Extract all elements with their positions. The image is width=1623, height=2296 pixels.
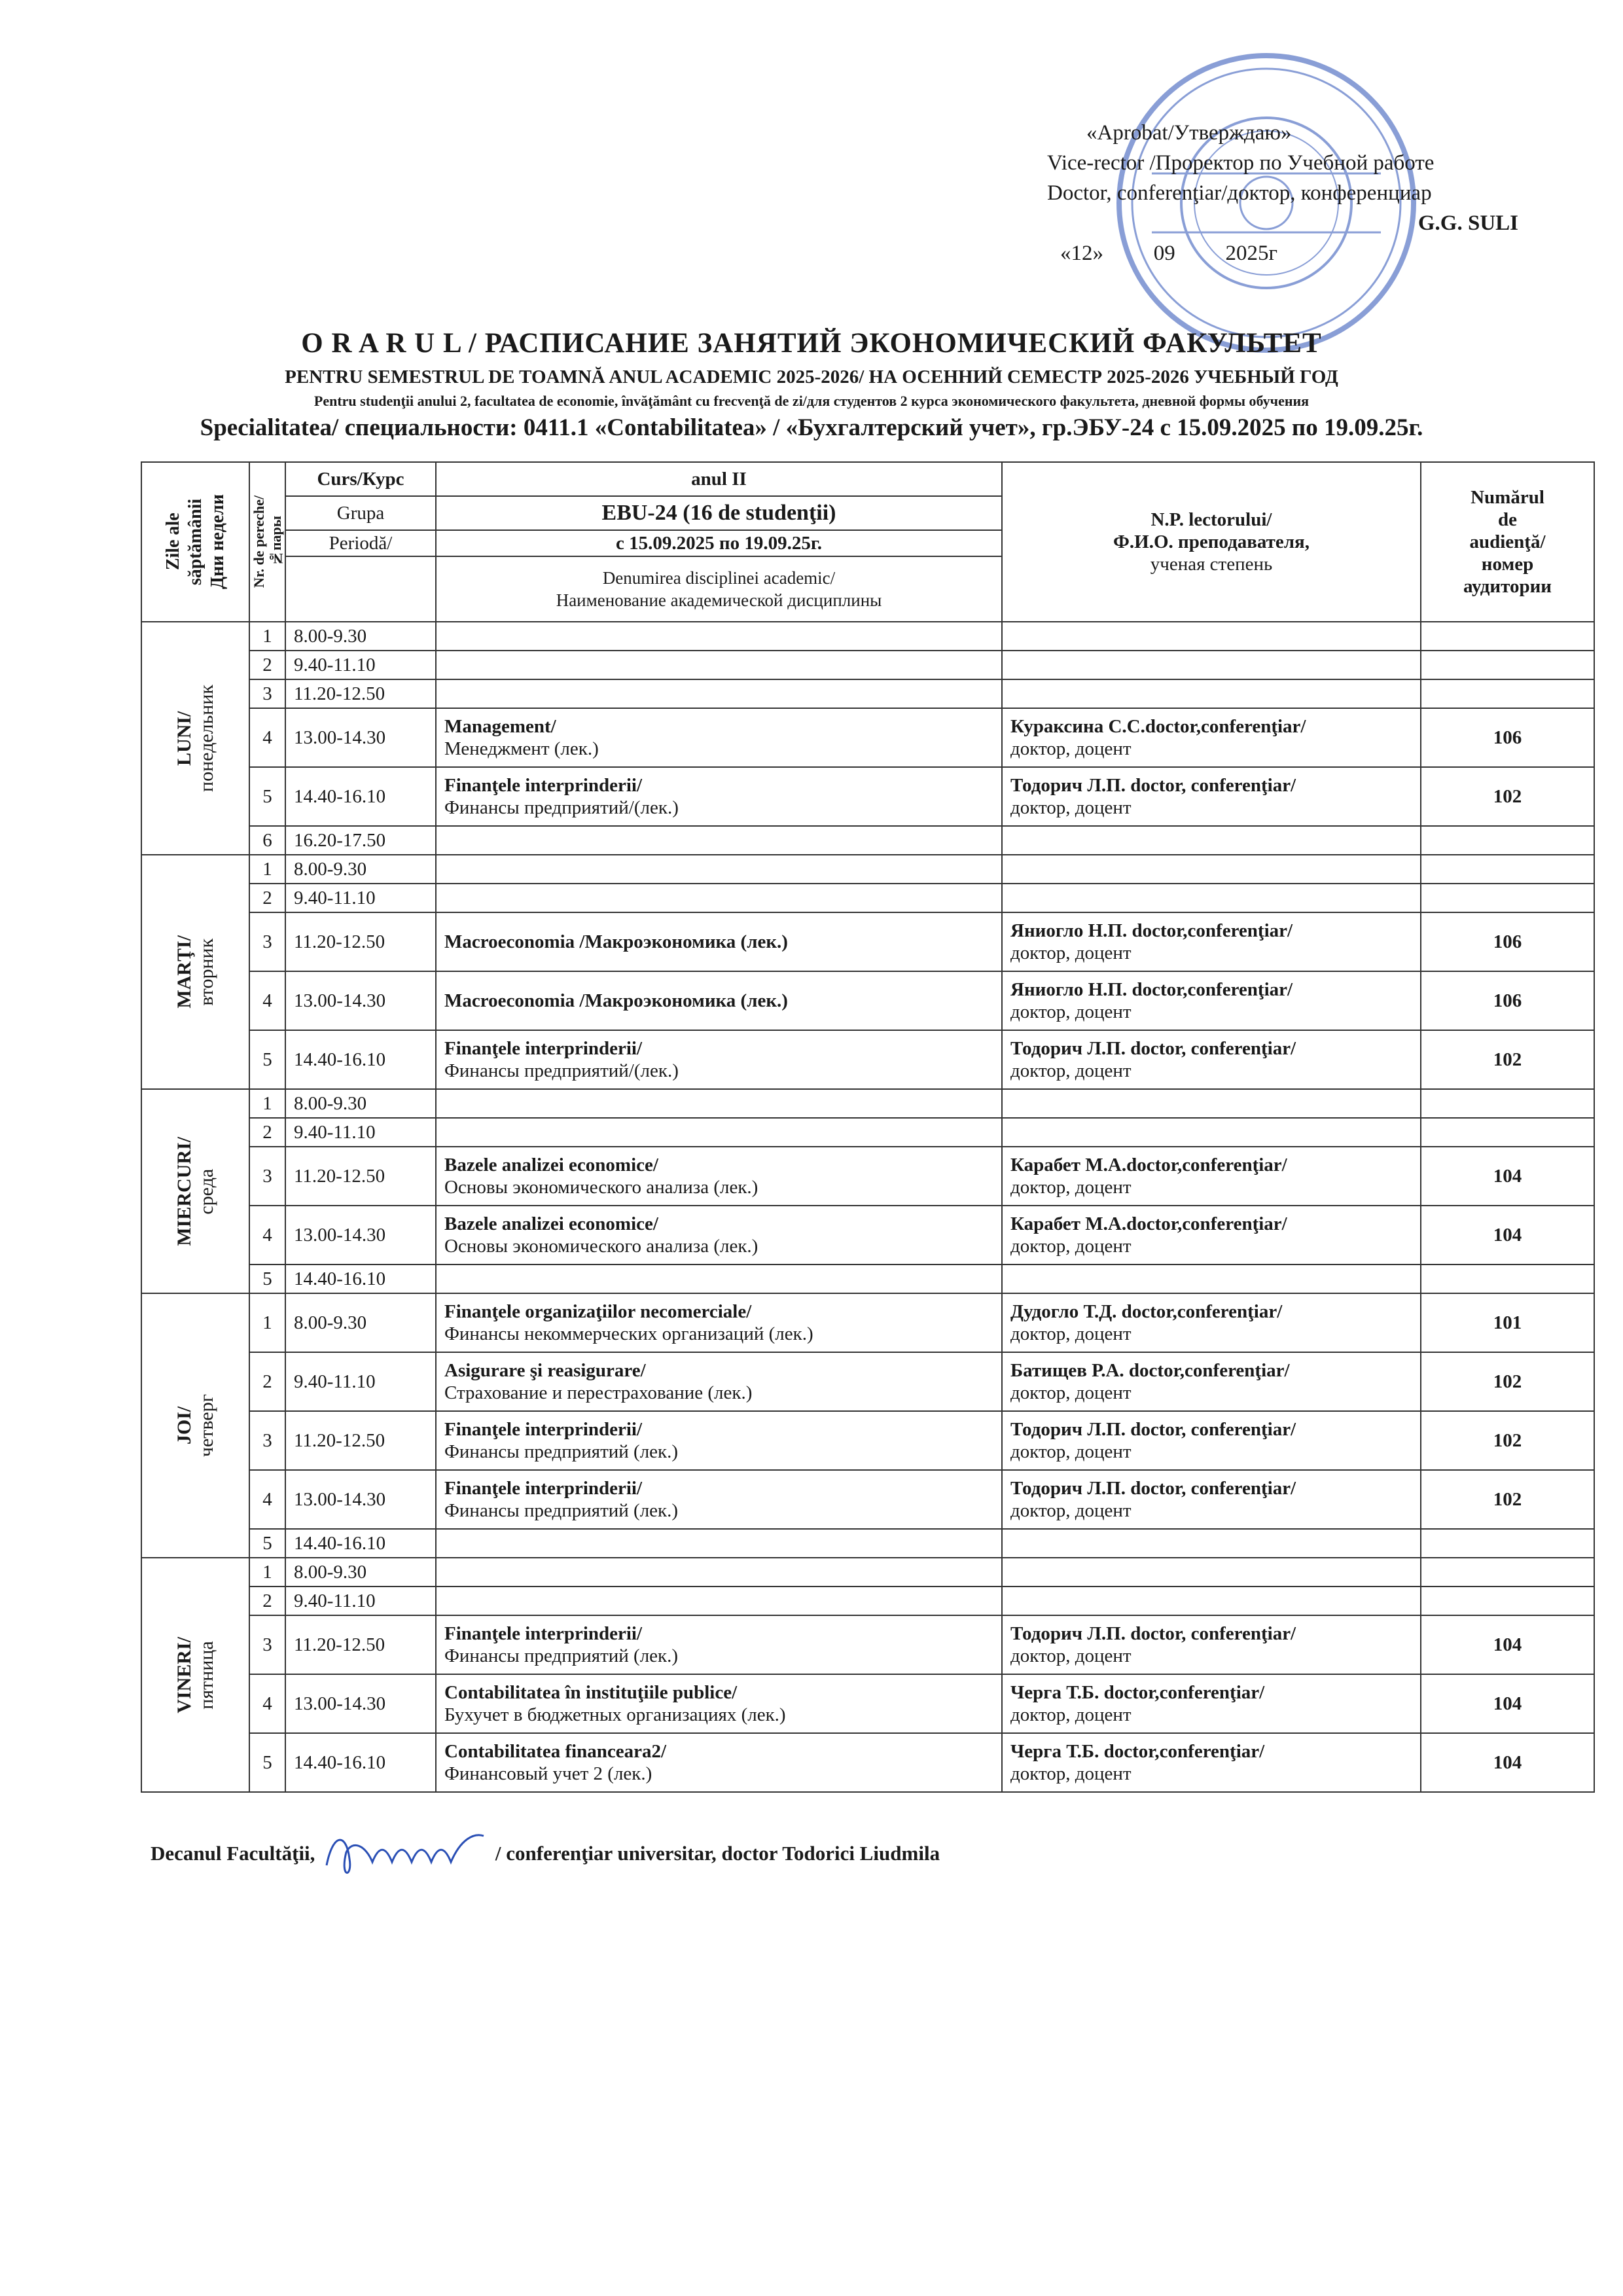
professor bbox=[1002, 708, 1421, 767]
room-number: 106 bbox=[1421, 708, 1594, 767]
schedule-row bbox=[141, 1674, 1594, 1733]
pair-number: 5 bbox=[249, 1733, 285, 1792]
schedule-row bbox=[141, 971, 1594, 1030]
schedule-row bbox=[141, 1118, 1594, 1147]
discipline bbox=[436, 971, 1002, 1030]
discipline bbox=[436, 708, 1002, 767]
pair-time: 13.00-14.30 bbox=[285, 1674, 436, 1733]
pair-time: 13.00-14.30 bbox=[285, 1206, 436, 1265]
room-number bbox=[1421, 622, 1594, 651]
day-name: MIERCURI/ среда bbox=[141, 1089, 249, 1293]
pair-time: 9.40-11.10 bbox=[285, 1118, 436, 1147]
professor-degree: доктор, доцент bbox=[1010, 1704, 1132, 1725]
room-number bbox=[1421, 1118, 1594, 1147]
pair-number: 3 bbox=[249, 912, 285, 971]
discipline bbox=[436, 1030, 1002, 1089]
approval-date-year: 2025г bbox=[1225, 242, 1278, 265]
pair-time: 8.00-9.30 bbox=[285, 1558, 436, 1587]
pair-number: 1 bbox=[249, 622, 285, 651]
dean-signature bbox=[320, 1826, 490, 1885]
discipline bbox=[436, 1411, 1002, 1470]
pair-number: 4 bbox=[249, 971, 285, 1030]
pair-number: 4 bbox=[249, 1674, 285, 1733]
professor bbox=[1002, 767, 1421, 826]
header-pair-number: Nr. de perechе/ №пары bbox=[249, 462, 285, 622]
pair-number: 3 bbox=[249, 1615, 285, 1674]
room-number bbox=[1421, 1587, 1594, 1615]
pair-time: 14.40-16.10 bbox=[285, 767, 436, 826]
approval-degree: Doctor, conferenţiar/доктор, конференциар bbox=[1047, 181, 1432, 205]
professor bbox=[1002, 1118, 1421, 1147]
pair-number: 2 bbox=[249, 1118, 285, 1147]
header-discipline: Denumirea disciplinei academic/ Наименование академической дисциплины bbox=[436, 556, 1002, 622]
schedule-row bbox=[141, 1147, 1594, 1206]
professor bbox=[1002, 971, 1421, 1030]
header-perioada-label: Periodă/ bbox=[285, 530, 436, 556]
schedule-row bbox=[141, 1411, 1594, 1470]
professor bbox=[1002, 1733, 1421, 1792]
pair-number: 2 bbox=[249, 651, 285, 679]
room-number bbox=[1421, 1558, 1594, 1587]
professor-degree: доктор, доцент bbox=[1010, 1645, 1132, 1666]
discipline-ru: Финансы предприятий (лек.) bbox=[444, 1645, 679, 1666]
pair-time: 8.00-9.30 bbox=[285, 1089, 436, 1118]
schedule-row bbox=[141, 1206, 1594, 1265]
professor bbox=[1002, 622, 1421, 651]
pair-number: 5 bbox=[249, 767, 285, 826]
professor-degree: доктор, доцент bbox=[1010, 1060, 1132, 1081]
page-subtitle: PENTRU SEMESTRUL DE TOAMNĂ ANUL ACADEMIC 2025-2026/ НА ОСЕННИЙ СЕМЕСТР 2025-2026 УЧЕБНЫЙ ГОД bbox=[285, 367, 1338, 387]
pair-time: 8.00-9.30 bbox=[285, 855, 436, 884]
discipline-ru: Основы экономического анализа (лек.) bbox=[444, 1177, 758, 1198]
professor-degree: доктор, доцент bbox=[1010, 1441, 1132, 1462]
dean-label: Decanul Facultăţii, bbox=[151, 1842, 315, 1865]
discipline bbox=[436, 1265, 1002, 1293]
room-number bbox=[1421, 651, 1594, 679]
pair-number: 1 bbox=[249, 1293, 285, 1352]
pair-number: 1 bbox=[249, 855, 285, 884]
discipline-ro: Finanţele interprinderii/ bbox=[444, 1623, 643, 1644]
discipline bbox=[436, 679, 1002, 708]
room-number bbox=[1421, 884, 1594, 912]
discipline-ru: Финансы предприятий (лек.) bbox=[444, 1500, 679, 1521]
professor-name: Карабет М.А.doctor,conferenţiar/ bbox=[1010, 1155, 1287, 1175]
day-name: LUNI/ понедельник bbox=[141, 622, 249, 855]
header-grupa-label: Grupa bbox=[285, 496, 436, 530]
professor-degree: доктор, доцент bbox=[1010, 1236, 1132, 1257]
room-number: 104 bbox=[1421, 1674, 1594, 1733]
discipline-ro: Bazele analizei economice/ bbox=[444, 1155, 658, 1175]
header-professor: N.P. lectorului/ Ф.И.О. преподавателя, ученая степень bbox=[1002, 462, 1421, 622]
approval-position: Vice-rector /Проректор по Учебной работе bbox=[1047, 151, 1435, 175]
room-number: 106 bbox=[1421, 971, 1594, 1030]
room-number: 104 bbox=[1421, 1206, 1594, 1265]
pair-time: 14.40-16.10 bbox=[285, 1265, 436, 1293]
schedule-row bbox=[141, 1587, 1594, 1615]
room-number bbox=[1421, 826, 1594, 855]
professor bbox=[1002, 1206, 1421, 1265]
header-curs-label: Curs/Курс bbox=[285, 462, 436, 496]
professor-name: Кураксина С.С.doctor,conferenţiar/ bbox=[1010, 716, 1306, 737]
professor-name: Яниогло Н.П. doctor,conferenţiar/ bbox=[1010, 979, 1293, 1000]
professor-name: Яниогло Н.П. doctor,conferenţiar/ bbox=[1010, 920, 1293, 941]
professor-degree: доктор, доцент bbox=[1010, 738, 1132, 759]
approval-title: «Aprobat/Утверждаю» bbox=[1086, 121, 1292, 145]
room-number bbox=[1421, 1265, 1594, 1293]
pair-time: 11.20-12.50 bbox=[285, 1615, 436, 1674]
professor bbox=[1002, 1147, 1421, 1206]
discipline-ru: Финансы предприятий/(лек.) bbox=[444, 797, 679, 818]
professor-degree: доктор, доцент bbox=[1010, 797, 1132, 818]
pair-number: 5 bbox=[249, 1529, 285, 1558]
pair-time: 9.40-11.10 bbox=[285, 884, 436, 912]
room-number: 102 bbox=[1421, 1470, 1594, 1529]
discipline bbox=[436, 884, 1002, 912]
pair-time: 13.00-14.30 bbox=[285, 1470, 436, 1529]
approval-date-day: «12» bbox=[1060, 242, 1103, 265]
schedule-table bbox=[141, 461, 1595, 1793]
professor-name: Карабет М.А.doctor,conferenţiar/ bbox=[1010, 1213, 1287, 1234]
discipline bbox=[436, 855, 1002, 884]
specialty-line: Specialitatea/ специальности: 0411.1 «Contabilitatea» / «Бухгалтерский учет», гр.ЭБУ-24 с 15.09.2025 по 19.09.25г. bbox=[200, 414, 1423, 441]
professor bbox=[1002, 651, 1421, 679]
discipline-ro: Macroeconomia /Макроэкономика (лек.) bbox=[444, 990, 788, 1011]
room-number bbox=[1421, 1089, 1594, 1118]
discipline bbox=[436, 1558, 1002, 1587]
pair-time: 11.20-12.50 bbox=[285, 912, 436, 971]
discipline bbox=[436, 767, 1002, 826]
room-number: 102 bbox=[1421, 1352, 1594, 1411]
discipline bbox=[436, 912, 1002, 971]
professor-name: Тодорич Л.П. doctor, conferenţiar/ bbox=[1010, 1419, 1296, 1440]
discipline-ro: Finanţele interprinderii/ bbox=[444, 1478, 643, 1499]
discipline bbox=[436, 1118, 1002, 1147]
dean-title: / conferenţiar universitar, doctor Todorici Liudmila bbox=[495, 1842, 940, 1865]
discipline-ro: Macroeconomia /Макроэкономика (лек.) bbox=[444, 931, 788, 952]
pair-number: 4 bbox=[249, 708, 285, 767]
pair-number: 3 bbox=[249, 679, 285, 708]
professor bbox=[1002, 1352, 1421, 1411]
schedule-row bbox=[141, 651, 1594, 679]
schedule-row bbox=[141, 826, 1594, 855]
pair-time: 11.20-12.50 bbox=[285, 679, 436, 708]
header-grupa-value: EBU-24 (16 de studenţii) bbox=[436, 496, 1002, 530]
header-days: Zile ale săptămânii Дни недели bbox=[141, 462, 249, 622]
discipline bbox=[436, 1089, 1002, 1118]
discipline-ro: Finanţele interprinderii/ bbox=[444, 775, 643, 796]
discipline-ro: Contabilitatea în instituţiile publice/ bbox=[444, 1682, 738, 1703]
pair-time: 13.00-14.30 bbox=[285, 971, 436, 1030]
pair-time: 9.40-11.10 bbox=[285, 1352, 436, 1411]
professor-degree: доктор, доцент bbox=[1010, 1323, 1132, 1344]
discipline bbox=[436, 622, 1002, 651]
professor bbox=[1002, 1265, 1421, 1293]
room-number: 102 bbox=[1421, 1030, 1594, 1089]
discipline-ro: Contabilitatea financeara2/ bbox=[444, 1741, 667, 1762]
pair-number: 6 bbox=[249, 826, 285, 855]
discipline-ro: Bazele analizei economice/ bbox=[444, 1213, 658, 1234]
pair-number: 2 bbox=[249, 1352, 285, 1411]
schedule-row bbox=[141, 1265, 1594, 1293]
discipline-ru: Страхование и перестрахование (лек.) bbox=[444, 1382, 753, 1403]
professor bbox=[1002, 1558, 1421, 1587]
discipline bbox=[436, 651, 1002, 679]
pair-number: 2 bbox=[249, 1587, 285, 1615]
schedule-row bbox=[141, 1030, 1594, 1089]
pair-number: 3 bbox=[249, 1147, 285, 1206]
pair-number: 5 bbox=[249, 1030, 285, 1089]
room-number: 106 bbox=[1421, 912, 1594, 971]
professor bbox=[1002, 1674, 1421, 1733]
discipline-ro: Asigurare şi reasigurare/ bbox=[444, 1360, 646, 1381]
professor-degree: доктор, доцент bbox=[1010, 942, 1132, 963]
discipline bbox=[436, 1147, 1002, 1206]
pair-time: 13.00-14.30 bbox=[285, 708, 436, 767]
professor-degree: доктор, доцент bbox=[1010, 1382, 1132, 1403]
pair-number: 1 bbox=[249, 1089, 285, 1118]
professor bbox=[1002, 1587, 1421, 1615]
professor-name: Тодорич Л.П. doctor, conferenţiar/ bbox=[1010, 1478, 1296, 1499]
discipline-ru: Финансы предприятий (лек.) bbox=[444, 1441, 679, 1462]
page-title: O R A R U L / РАСПИСАНИЕ ЗАНЯТИЙ ЭКОНОМИЧЕСКИЙ ФАКУЛЬТЕТ bbox=[301, 328, 1322, 359]
schedule-row bbox=[141, 1470, 1594, 1529]
pair-time: 11.20-12.50 bbox=[285, 1411, 436, 1470]
discipline-ru: Основы экономического анализа (лек.) bbox=[444, 1236, 758, 1257]
schedule-row bbox=[141, 855, 1594, 884]
schedule-row bbox=[141, 1558, 1594, 1587]
professor bbox=[1002, 1470, 1421, 1529]
pair-number: 3 bbox=[249, 1411, 285, 1470]
pair-number: 5 bbox=[249, 1265, 285, 1293]
schedule-row bbox=[141, 708, 1594, 767]
pair-number: 4 bbox=[249, 1206, 285, 1265]
pair-time: 9.40-11.10 bbox=[285, 1587, 436, 1615]
discipline bbox=[436, 1674, 1002, 1733]
discipline bbox=[436, 1733, 1002, 1792]
pair-time: 14.40-16.10 bbox=[285, 1733, 436, 1792]
professor bbox=[1002, 1529, 1421, 1558]
header-perioada-value: с 15.09.2025 по 19.09.25г. bbox=[436, 530, 1002, 556]
pair-number: 1 bbox=[249, 1558, 285, 1587]
discipline-ru: Финансовый учет 2 (лек.) bbox=[444, 1763, 652, 1784]
schedule-row bbox=[141, 679, 1594, 708]
professor-name: Тодорич Л.П. doctor, conferenţiar/ bbox=[1010, 1038, 1296, 1059]
discipline bbox=[436, 1206, 1002, 1265]
students-line: Pentru studenţii anului 2, facultatea de economie, învăţământ cu frecvenţă de zi/для студентов 2 курса экономического факультета, дневной формы обучения bbox=[313, 393, 1310, 409]
pair-number: 2 bbox=[249, 884, 285, 912]
discipline-ro: Management/ bbox=[444, 716, 556, 737]
header-curs-value: anul II bbox=[436, 462, 1002, 496]
day-name: VINERI/ пятница bbox=[141, 1558, 249, 1792]
discipline bbox=[436, 1615, 1002, 1674]
approval-name: G.G. SULI bbox=[1418, 211, 1518, 235]
room-number: 102 bbox=[1421, 1411, 1594, 1470]
room-number bbox=[1421, 679, 1594, 708]
room-number bbox=[1421, 1529, 1594, 1558]
schedule-row bbox=[141, 1352, 1594, 1411]
professor bbox=[1002, 1615, 1421, 1674]
schedule-row bbox=[141, 767, 1594, 826]
discipline bbox=[436, 1293, 1002, 1352]
discipline bbox=[436, 1352, 1002, 1411]
professor-name: Черга Т.Б. doctor,conferenţiar/ bbox=[1010, 1682, 1265, 1703]
professor bbox=[1002, 679, 1421, 708]
day-name: MARŢI/ вторник bbox=[141, 855, 249, 1089]
discipline-ru: Финансы предприятий/(лек.) bbox=[444, 1060, 679, 1081]
professor bbox=[1002, 1089, 1421, 1118]
room-number: 102 bbox=[1421, 767, 1594, 826]
header-room: Numărul de audienţă/ номер аудитории bbox=[1421, 462, 1594, 622]
discipline-ru: Бухучет в бюджетных организациях (лек.) bbox=[444, 1704, 786, 1725]
professor bbox=[1002, 884, 1421, 912]
schedule-row bbox=[141, 1293, 1594, 1352]
dean-footer bbox=[151, 1826, 940, 1885]
discipline bbox=[436, 826, 1002, 855]
schedule-row bbox=[141, 1529, 1594, 1558]
pair-time: 9.40-11.10 bbox=[285, 651, 436, 679]
professor-name: Батищев Р.А. doctor,conferenţiar/ bbox=[1010, 1360, 1290, 1381]
professor-degree: доктор, доцент bbox=[1010, 1001, 1132, 1022]
professor bbox=[1002, 1030, 1421, 1089]
room-number bbox=[1421, 855, 1594, 884]
professor bbox=[1002, 855, 1421, 884]
professor bbox=[1002, 1411, 1421, 1470]
schedule-row bbox=[141, 1615, 1594, 1674]
pair-time: 8.00-9.30 bbox=[285, 1293, 436, 1352]
approval-date-month: 09 bbox=[1153, 242, 1175, 265]
pair-time: 16.20-17.50 bbox=[285, 826, 436, 855]
schedule-row bbox=[141, 622, 1594, 651]
discipline-ru: Менеджмент (лек.) bbox=[444, 738, 599, 759]
pair-time: 14.40-16.10 bbox=[285, 1030, 436, 1089]
discipline-ro: Finanţele interprinderii/ bbox=[444, 1038, 643, 1059]
discipline bbox=[436, 1529, 1002, 1558]
discipline-ro: Finanţele organizaţiilor necomerciale/ bbox=[444, 1301, 752, 1322]
discipline-ro: Finanţele interprinderii/ bbox=[444, 1419, 643, 1440]
pair-time: 11.20-12.50 bbox=[285, 1147, 436, 1206]
room-number: 104 bbox=[1421, 1733, 1594, 1792]
professor-degree: доктор, доцент bbox=[1010, 1177, 1132, 1198]
schedule-row bbox=[141, 912, 1594, 971]
day-name: JOI/ четверг bbox=[141, 1293, 249, 1558]
professor-degree: доктор, доцент bbox=[1010, 1500, 1132, 1521]
professor-degree: доктор, доцент bbox=[1010, 1763, 1132, 1784]
pair-number: 4 bbox=[249, 1470, 285, 1529]
professor-name: Тодорич Л.П. doctor, conferenţiar/ bbox=[1010, 1623, 1296, 1644]
header-empty bbox=[285, 556, 436, 622]
approval-block bbox=[1047, 118, 1518, 268]
discipline bbox=[436, 1470, 1002, 1529]
room-number: 104 bbox=[1421, 1615, 1594, 1674]
pair-time: 14.40-16.10 bbox=[285, 1529, 436, 1558]
discipline bbox=[436, 1587, 1002, 1615]
room-number: 104 bbox=[1421, 1147, 1594, 1206]
schedule-row bbox=[141, 884, 1594, 912]
schedule-row bbox=[141, 1733, 1594, 1792]
professor-name: Дудогло Т.Д. doctor,conferenţiar/ bbox=[1010, 1301, 1283, 1322]
professor bbox=[1002, 826, 1421, 855]
professor-name: Тодорич Л.П. doctor, conferenţiar/ bbox=[1010, 775, 1296, 796]
professor-name: Черга Т.Б. doctor,conferenţiar/ bbox=[1010, 1741, 1265, 1762]
schedule-row bbox=[141, 1089, 1594, 1118]
discipline-ru: Финансы некоммерческих организаций (лек.) bbox=[444, 1323, 813, 1344]
professor bbox=[1002, 912, 1421, 971]
professor bbox=[1002, 1293, 1421, 1352]
room-number: 101 bbox=[1421, 1293, 1594, 1352]
pair-time: 8.00-9.30 bbox=[285, 622, 436, 651]
